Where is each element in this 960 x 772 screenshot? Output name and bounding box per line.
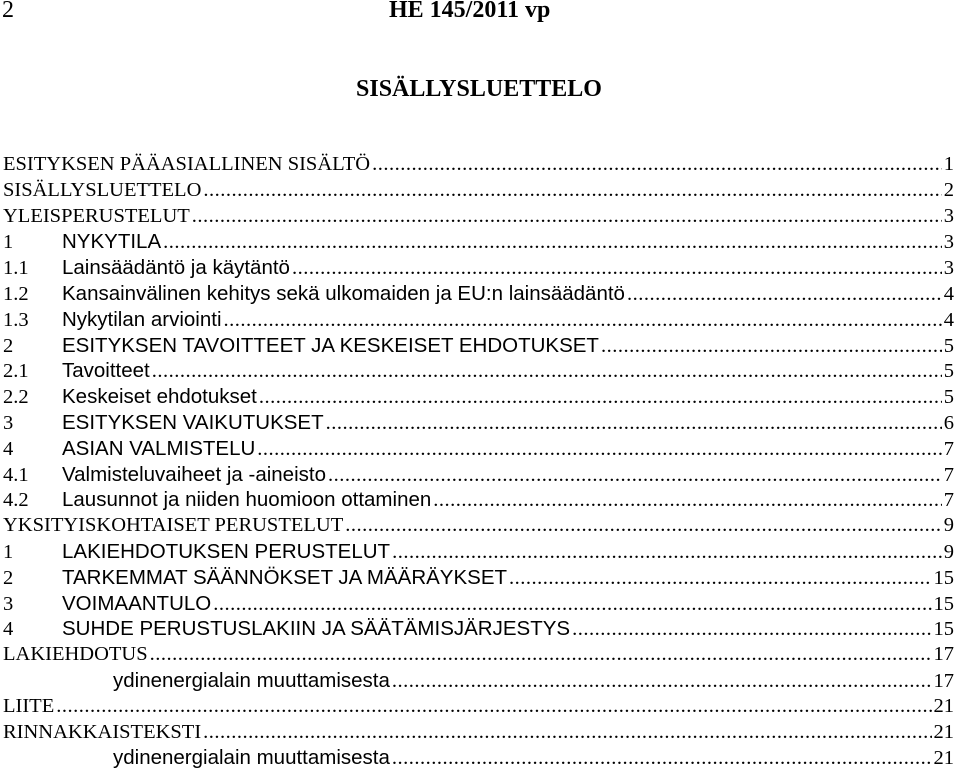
toc-leader-dots [372, 153, 942, 176]
toc-entry[interactable] [3, 746, 954, 772]
toc-entry-label: Nykytilan arviointi [62, 307, 222, 331]
toc-leader-dots [203, 179, 941, 202]
toc-leader-dots [572, 618, 931, 641]
toc-entry-label: ESITYKSEN PÄÄASIALLINEN SISÄLTÖ [3, 153, 371, 175]
toc-entry-label: ASIAN VALMISTELU [62, 436, 256, 460]
toc-entry-page: 3 [943, 257, 954, 280]
toc-entry[interactable] [3, 695, 954, 721]
toc-entry-number: 2 [3, 566, 14, 589]
toc-leader-dots [152, 360, 942, 383]
toc-leader-dots [224, 309, 942, 332]
toc-entry-page: 21 [933, 720, 954, 743]
toc-entry-number: 3 [3, 411, 14, 434]
toc-entry-label: TARKEMMAT SÄÄNNÖKSET JA MÄÄRÄYKSET [62, 565, 508, 589]
toc-entry-label: Kansainvälinen kehitys sekä ulkomaiden ja EU:n lainsäädäntö [62, 281, 625, 305]
toc-entry-number: 2.1 [3, 360, 29, 383]
toc-entry-page: 7 [943, 437, 954, 460]
toc-entry-page: 9 [943, 514, 954, 537]
page-number: 2 [2, 0, 14, 23]
toc-leader-dots [509, 567, 931, 590]
toc-entry-page: 7 [943, 489, 954, 512]
toc-entry-label: LAKIEHDOTUS [3, 643, 148, 666]
toc-entry[interactable] [3, 540, 954, 566]
toc-entry-number: 1 [3, 540, 14, 563]
toc-entry-page: 17 [933, 643, 954, 666]
toc-entry-label: Valmisteluvaiheet ja -aineisto [62, 462, 326, 486]
toc-entry[interactable] [3, 230, 954, 256]
toc-entry-page: 5 [943, 360, 954, 383]
document-id: HE 145/2011 vp [389, 0, 551, 23]
toc-entry-number: 4 [3, 618, 14, 641]
toc-leader-dots [433, 489, 941, 512]
toc-entry-page: 1 [943, 153, 954, 175]
toc-entry[interactable] [3, 282, 954, 308]
toc-entry[interactable] [3, 721, 954, 747]
toc-entry-number: 4 [3, 437, 14, 460]
toc-leader-dots [345, 514, 942, 537]
toc-entry[interactable] [3, 643, 954, 669]
toc-leader-dots [392, 670, 932, 693]
toc-entry-label: LIITE [3, 694, 55, 717]
toc-entry-page: 15 [933, 618, 954, 641]
toc-entry-number: 1.3 [3, 308, 29, 331]
toc-leader-dots [213, 593, 931, 616]
toc-entry-page: 4 [943, 282, 954, 305]
toc-entry-page: 9 [943, 540, 954, 563]
toc-entry[interactable] [3, 205, 954, 231]
toc-entry-number: 3 [3, 592, 14, 615]
toc-entry-number: 2 [3, 334, 14, 357]
toc-entry[interactable] [3, 592, 954, 618]
toc-leader-dots [328, 464, 942, 487]
toc-entry-label: Tavoitteet [62, 359, 150, 383]
toc-entry-label: Keskeiset ehdotukset [62, 385, 257, 409]
toc-leader-dots [259, 386, 942, 409]
toc-entry-label: VOIMAANTULO [62, 591, 212, 615]
toc-entry-number: 1.1 [3, 257, 29, 280]
toc-entry-page: 2 [943, 178, 954, 201]
toc-leader-dots [392, 747, 932, 770]
toc-leader-dots [192, 205, 942, 228]
toc-entry[interactable] [3, 308, 954, 334]
toc-entry-number: 1 [3, 231, 14, 254]
toc-entry-label: YLEISPERUSTELUT [3, 204, 190, 227]
toc-entry-label: ydinenergialain muuttamisesta [113, 668, 390, 692]
toc-entry-page: 21 [933, 694, 954, 717]
toc-title: SISÄLLYSLUETTELO [356, 76, 602, 102]
toc-entry[interactable] [3, 256, 954, 282]
toc-leader-dots [601, 335, 942, 358]
toc-entry-label: ydinenergialain muuttamisesta [113, 746, 390, 770]
toc-entry[interactable] [3, 488, 954, 514]
toc-entry-number: 2.2 [3, 386, 29, 409]
toc-entry[interactable] [3, 359, 954, 385]
toc-entry-label: SISÄLLYSLUETTELO [3, 178, 202, 201]
toc-entry-page: 3 [943, 204, 954, 227]
toc-entry[interactable] [3, 437, 954, 463]
toc-entry-page: 17 [933, 669, 954, 692]
toc-entry[interactable] [3, 617, 954, 643]
toc-entry-label: NYKYTILA [62, 230, 162, 254]
toc-entry-page: 15 [933, 592, 954, 615]
toc-entry[interactable] [3, 153, 954, 179]
toc-entry-label: LAKIEHDOTUKSEN PERUSTELUT [62, 539, 391, 563]
toc-entry-label: Lausunnot ja niiden huomioon ottaminen [62, 488, 432, 512]
toc-entry[interactable] [3, 179, 954, 205]
toc-leader-dots [392, 541, 942, 564]
toc-leader-dots [326, 412, 942, 435]
toc-entry[interactable] [3, 385, 954, 411]
toc-leader-dots [163, 231, 942, 254]
toc-leader-dots [203, 721, 931, 744]
toc-leader-dots [292, 257, 942, 280]
toc-entry-label: YKSITYISKOHTAISET PERUSTELUT [3, 514, 344, 537]
toc-entry-page: 3 [943, 231, 954, 254]
toc-entry[interactable] [3, 566, 954, 592]
toc-entry-label: ESITYKSEN VAIKUTUKSET [62, 410, 324, 434]
toc-entry-page: 5 [943, 334, 954, 357]
toc-entry[interactable] [3, 463, 954, 489]
toc-entry[interactable] [3, 411, 954, 437]
toc-leader-dots [257, 438, 941, 461]
toc-entry-label: SUHDE PERUSTUSLAKIIN JA SÄÄTÄMISJÄRJESTYS [62, 617, 571, 641]
toc-leader-dots [150, 643, 932, 666]
toc-entry-number: 4.1 [3, 463, 29, 486]
toc-leader-dots [627, 283, 942, 306]
toc-entry-label: RINNAKKAISTEKSTI [3, 720, 202, 743]
toc-entry-page: 21 [933, 747, 954, 770]
toc-entry[interactable] [3, 334, 954, 360]
toc-entry-page: 4 [943, 308, 954, 331]
table-of-contents [3, 153, 954, 772]
toc-entry-number: 1.2 [3, 282, 29, 305]
toc-entry-page: 15 [933, 566, 954, 589]
toc-entry-page: 5 [943, 386, 954, 409]
toc-entry-page: 6 [943, 411, 954, 434]
toc-entry-label: ESITYKSEN TAVOITTEET JA KESKEISET EHDOTUKSET [62, 333, 599, 357]
toc-leader-dots [56, 695, 931, 718]
toc-entry-number: 4.2 [3, 489, 29, 512]
toc-entry-label: Lainsäädäntö ja käytäntö [62, 256, 290, 280]
toc-entry[interactable] [3, 514, 954, 540]
toc-entry-page: 7 [943, 463, 954, 486]
toc-entry[interactable] [3, 669, 954, 695]
